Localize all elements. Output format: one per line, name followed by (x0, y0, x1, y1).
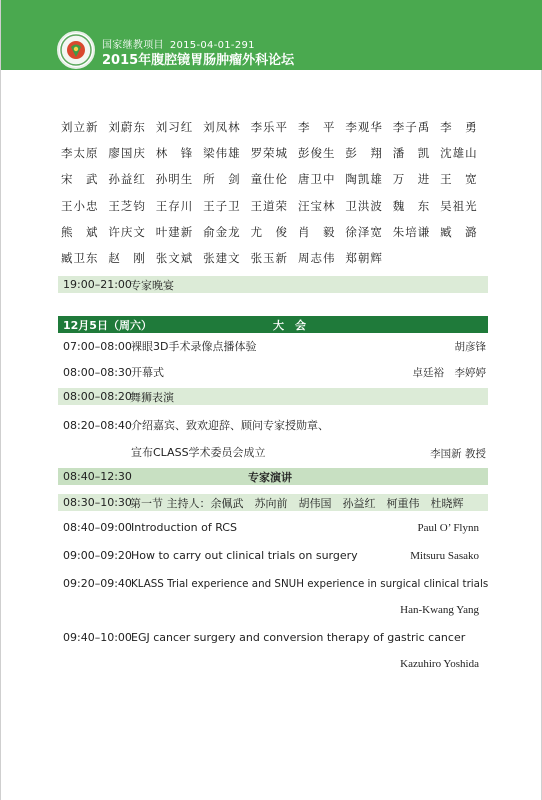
name-cell: 李乐平 (250, 120, 289, 135)
name-cell: 潘 凯 (392, 146, 431, 161)
talk-speaker: Han-Kwang Yang (400, 604, 479, 616)
item-time: 08:00–08:20 (63, 390, 132, 403)
name-cell: 尤 俊 (250, 224, 289, 239)
name-cell: 王道荣 (250, 198, 289, 213)
header-banner (1, 0, 542, 70)
program-label: 国家继教项目 (102, 40, 164, 51)
schedule-item-highlight (58, 388, 488, 405)
name-cell: 张玉新 (250, 251, 289, 266)
name-cell: 赵 刚 (108, 251, 146, 266)
talk-item (63, 631, 488, 644)
name-cell: 沈雄山 (440, 146, 478, 161)
name-cell: 童仕伦 (250, 172, 289, 187)
name-cell: 李太原 (61, 146, 99, 161)
name-cell: 汪宝林 (297, 198, 336, 213)
name-cell: 叶建新 (155, 224, 194, 239)
name-cell: 所 剑 (203, 172, 241, 187)
schedule-item-continued (63, 444, 488, 460)
talk-time: 09:00–09:20 (63, 549, 132, 562)
names-row (61, 193, 491, 219)
item-speaker: 李国新 教授 (430, 448, 486, 460)
schedule-item (63, 417, 488, 433)
session-title: 专家演讲 (248, 470, 292, 484)
item-text: 开幕式 (131, 366, 164, 379)
day-header-bar (58, 316, 488, 333)
talk-speaker: Paul O’ Flynn (417, 522, 479, 534)
name-cell: 张建文 (203, 251, 241, 266)
dinner-bar (58, 276, 488, 293)
name-cell: 熊 斌 (61, 224, 99, 239)
name-cell: 卫洪波 (345, 198, 383, 213)
name-cell: 张文斌 (155, 251, 194, 266)
name-cell: 刘蔚东 (108, 120, 146, 135)
name-cell: 王存川 (155, 198, 194, 213)
talk-time: 09:20–09:40 (63, 577, 132, 590)
talk-time: 09:40–10:00 (63, 631, 132, 644)
names-row (61, 245, 491, 271)
name-cell: 王 宽 (440, 172, 478, 187)
name-cell: 李 勇 (440, 120, 478, 135)
name-cell: 李 平 (297, 120, 336, 135)
dinner-time: 19:00–21:00 (63, 278, 132, 291)
name-cell: 孙益红 (108, 172, 146, 187)
names-row (61, 166, 491, 192)
name-cell: 唐卫中 (297, 172, 336, 187)
section-text: 第一节 主持人：余佩武 苏向前 胡伟国 孙益红 柯重伟 杜晓辉 (130, 496, 464, 510)
name-cell: 吴祖光 (440, 198, 478, 213)
name-cell: 刘立新 (61, 120, 99, 135)
name-cell: 徐泽宽 (345, 224, 383, 239)
day-date: 12月5日（周六） (63, 318, 152, 332)
name-cell: 许庆文 (108, 224, 146, 239)
day-title: 大 会 (273, 318, 306, 332)
item-speaker: 胡彦锋 (454, 341, 486, 353)
forum-title: 2015年腹腔镜胃肠肿瘤外科论坛 (102, 53, 295, 68)
schedule-item (63, 338, 488, 354)
item-speaker: 卓廷裕 李婷婷 (412, 367, 486, 379)
name-cell: 臧 潞 (440, 224, 478, 239)
name-cell: 万 进 (392, 172, 431, 187)
item-text: 介绍嘉宾、致欢迎辞、顾问专家授勋章、 (131, 419, 329, 432)
talk-title: How to carry out clinical trials on surgery (131, 549, 358, 562)
forum-logo (57, 31, 95, 69)
name-cell: 陶凯雄 (345, 172, 383, 187)
name-cell: 李子禹 (392, 120, 431, 135)
names-row (61, 140, 491, 166)
name-cell: 王芝钧 (108, 198, 146, 213)
name-cell: 彭俊生 (297, 146, 336, 161)
name-cell: 刘凤林 (203, 120, 241, 135)
name-cell: 肖 毅 (297, 224, 336, 239)
name-cell: 俞金龙 (203, 224, 241, 239)
item-time: 08:00–08:30 (63, 366, 132, 379)
talk-title: EGJ cancer surgery and conversion therapy of gastric cancer (131, 631, 466, 644)
item-text: 宣布CLASS学术委员会成立 (131, 446, 266, 459)
name-cell: 彭 翔 (345, 146, 383, 161)
name-cell: 魏 东 (392, 198, 431, 213)
name-cell: 梁伟雄 (203, 146, 241, 161)
name-cell: 林 锋 (155, 146, 194, 161)
item-text: 舞狮表演 (130, 390, 174, 404)
name-cell: 王子卫 (203, 198, 241, 213)
talk-item (63, 577, 488, 590)
item-time: 07:00–08:00 (63, 340, 132, 353)
names-row (61, 219, 491, 245)
item-time: 08:20–08:40 (63, 419, 132, 432)
names-row (61, 114, 491, 140)
name-cell: 郑朝辉 (345, 251, 383, 266)
talk-speaker: Mitsuru Sasako (410, 550, 479, 562)
name-cell: 刘习红 (155, 120, 194, 135)
name-cell: 王小忠 (61, 198, 99, 213)
name-cell: 臧卫东 (61, 251, 99, 266)
program-code: 2015-04-01-291 (169, 40, 255, 51)
logo-emblem-icon (59, 33, 93, 67)
section-time: 08:30–10:30 (63, 496, 132, 509)
talk-title: KLASS Trial experience and SNUH experience in surgical clinical trials (131, 578, 489, 590)
session-bar (58, 468, 488, 485)
item-text: 裸眼3D手术录像点播体验 (131, 340, 257, 353)
dinner-label: 专家晚宴 (130, 278, 174, 292)
talk-title: Introduction of RCS (131, 521, 237, 534)
section-bar (58, 494, 488, 511)
name-cell: 李观华 (345, 120, 383, 135)
name-cell: 孙明生 (155, 172, 194, 187)
talk-time: 08:40–09:00 (63, 521, 132, 534)
talk-speaker: Kazuhiro Yoshida (400, 658, 479, 670)
name-cell: 宋 武 (61, 172, 99, 187)
expert-names-grid (61, 114, 491, 271)
name-cell: 周志伟 (297, 251, 336, 266)
name-cell: 朱培谦 (392, 224, 431, 239)
name-cell: 廖国庆 (108, 146, 146, 161)
session-time: 08:40–12:30 (63, 470, 132, 483)
name-cell: 罗荣城 (250, 146, 289, 161)
